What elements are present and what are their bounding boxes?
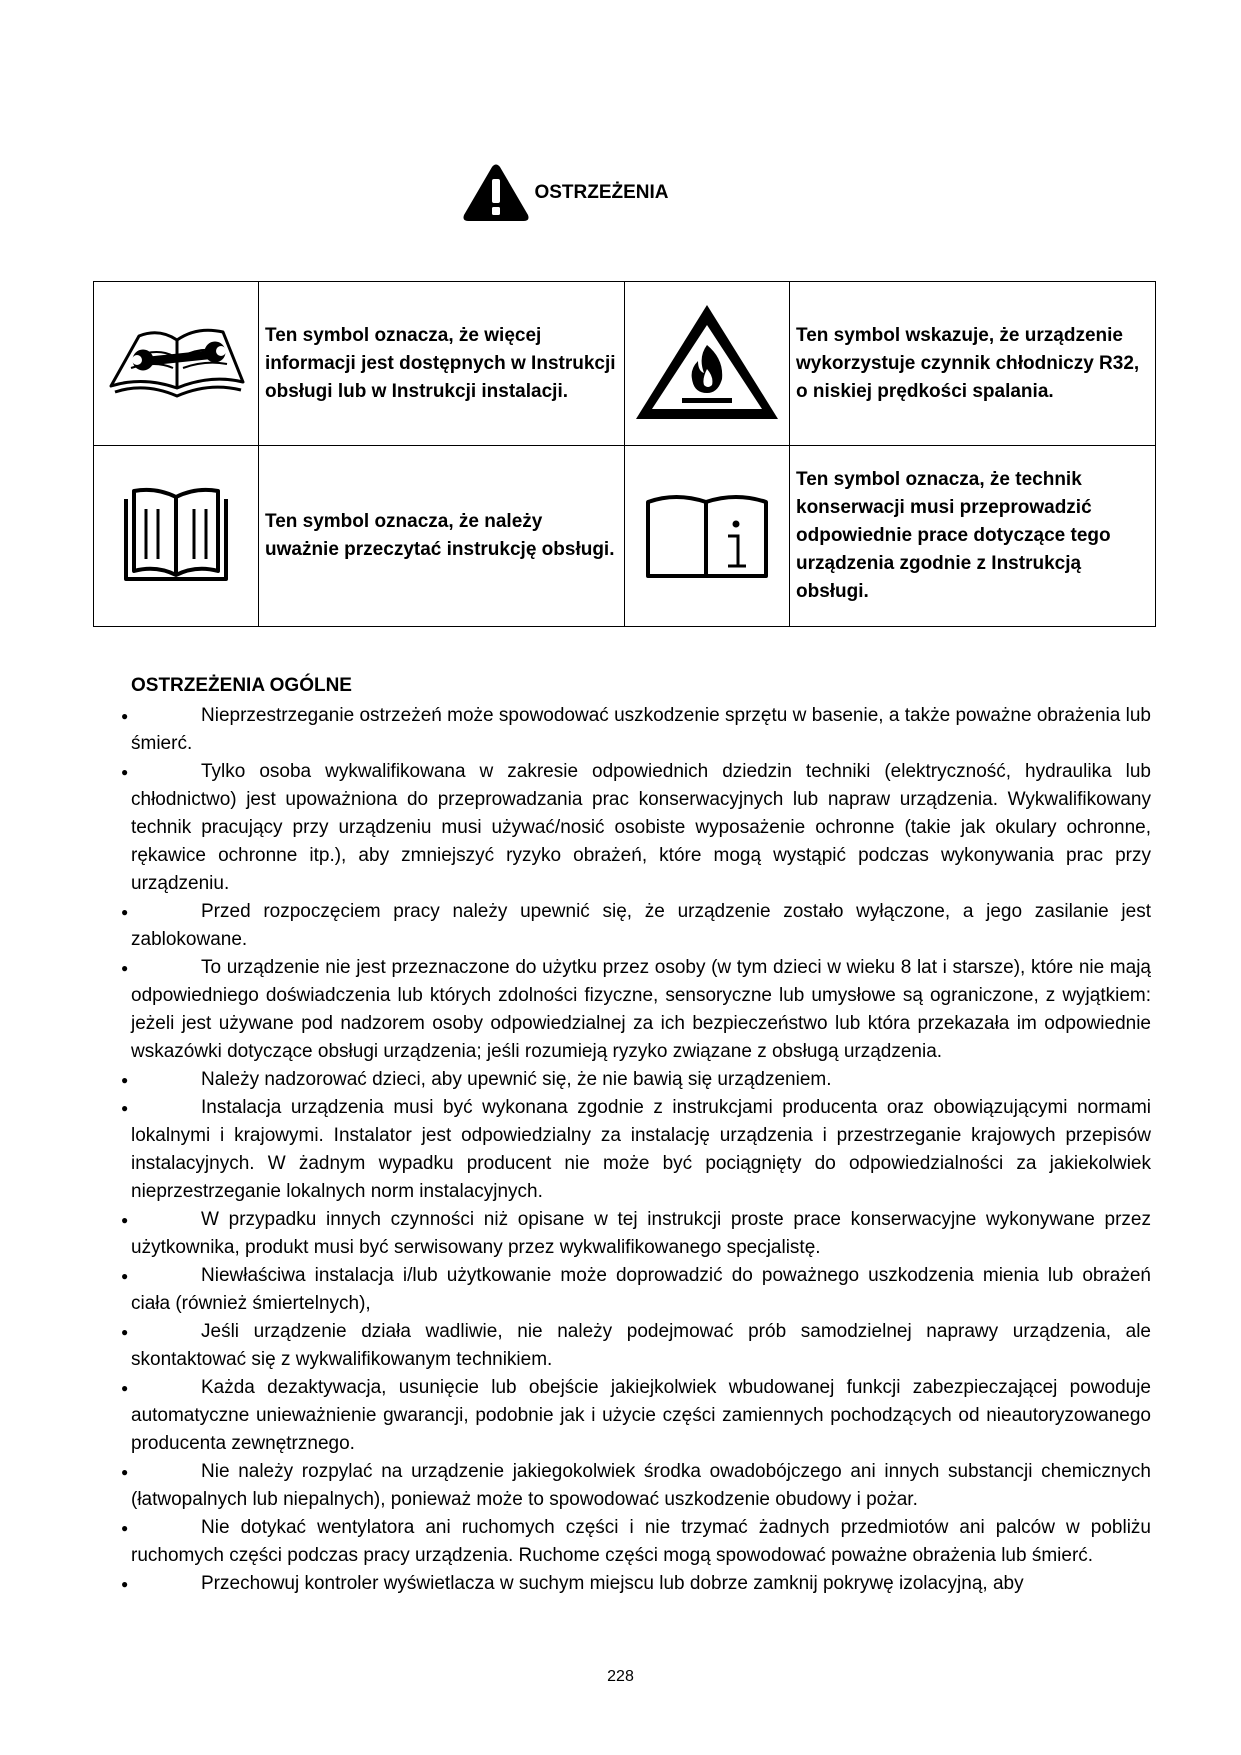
list-item: ● W przypadku innych czynności niż opisane w tej instrukcji proste prace konserwacyjne wykonywane przez użytkownika, produkt musi być serwisowany przez wykwalifikowanego specjalistę. bbox=[131, 1206, 1151, 1262]
list-item: ● Przed rozpoczęciem pracy należy upewnić się, że urządzenie zostało wyłączone, a jego zasilanie jest zablokowane. bbox=[131, 898, 1151, 954]
symbols-table bbox=[93, 281, 1156, 627]
list-item: ● Instalacja urządzenia musi być wykonana zgodnie z instrukcjami producenta oraz obowiązującymi normami lokalnymi i krajowymi. Instalator jest odpowiedzialny za instalację urządzenia i przestrzeganie krajowych przepisów instalacyjnych. W żadnym wypadku producent nie może być pociągnięty do odpowiedzialności za jakiekolwiek nieprzestrzeganie lokalnych norm instalacyjnych. bbox=[131, 1094, 1151, 1206]
symbol-text: Ten symbol oznacza, że technik konserwacji musi przeprowadzić odpowiednie prace dotyczące tego urządzenia zgodnie z Instrukcją obsługi. bbox=[790, 446, 1156, 627]
bullet-icon: ● bbox=[121, 1465, 129, 1479]
list-item: ● Należy nadzorować dzieci, aby upewnić się, że nie bawią się urządzeniem. bbox=[131, 1066, 1151, 1094]
general-warnings bbox=[121, 672, 1151, 1598]
bullet-icon: ● bbox=[121, 1101, 129, 1115]
list-item: ● Nie należy rozpylać na urządzenie jakiegokolwiek środka owadobójczego ani innych substancji chemicznych (łatwopalnych lub niepalnych), ponieważ może to spowodować uszkodzenie obudowy i pożar. bbox=[131, 1458, 1151, 1514]
bullet-icon: ● bbox=[121, 1213, 129, 1227]
bullet-icon: ● bbox=[121, 1577, 129, 1591]
symbol-cell bbox=[94, 282, 259, 446]
bullet-icon: ● bbox=[121, 1381, 129, 1395]
flammable-icon bbox=[632, 299, 782, 424]
list-item: ● To urządzenie nie jest przeznaczone do użytku przez osoby (w tym dzieci w wieku 8 lat i starsze), które nie mają odpowiedniego doświadczenia lub których zdolności fizyczne, sensoryczne lub umysłowe są ograniczone, z wyjątkiem: jeżeli jest używane pod nadzorem osoby odpowiedzialnej za ich bezpieczeństwo lub która przekazała im odpowiednie wskazówki dotyczące obsługi urządzenia; jeśli rozumieją ryzyko związane z obsługą urządzenia. bbox=[131, 954, 1151, 1066]
page-number: 228 bbox=[607, 1668, 634, 1685]
section-title: OSTRZEŻENIA OGÓLNE bbox=[131, 675, 352, 696]
bullet-icon: ● bbox=[121, 1073, 129, 1087]
page-title: OSTRZEŻENIA bbox=[534, 182, 669, 203]
read-manual-icon bbox=[116, 479, 236, 589]
list-item: ● Tylko osoba wykwalifikowana w zakresie odpowiednich dziedzin techniki (elektryczność, hydraulika lub chłodnictwo) jest upoważniona do przeprowadzania prac konserwacyjnych lub napraw urządzenia. Wykwalifikowany technik pracujący przy urządzeniu musi używać/nosić osobiste wyposażenie ochronne (takie jak okulary ochronne, rękawice ochronne itp.), aby zmniejszyć ryzyko obrażeń, które mogą wystąpić podczas wykonywania prac przy urządzeniu. bbox=[131, 758, 1151, 898]
symbol-text: Ten symbol wskazuje, że urządzenie wykorzystuje czynnik chłodniczy R32, o niskiej prędkości spalania. bbox=[790, 282, 1156, 446]
bullet-icon: ● bbox=[121, 1269, 129, 1283]
symbol-cell bbox=[625, 282, 790, 446]
warning-triangle-icon bbox=[462, 163, 530, 223]
info-manual-icon bbox=[642, 484, 772, 584]
list-item: ● Niewłaściwa instalacja i/lub użytkowanie może doprowadzić do poważnego uszkodzenia mienia lub obrażeń ciała (również śmiertelnych), bbox=[131, 1262, 1151, 1318]
symbol-text: Ten symbol oznacza, że należy uważnie przeczytać instrukcję obsługi. bbox=[259, 446, 625, 627]
symbol-text: Ten symbol oznacza, że więcej informacji jest dostępnych w Instrukcji obsługi lub w Instrukcji instalacji. bbox=[259, 282, 625, 446]
bullet-icon: ● bbox=[121, 961, 129, 975]
list-item: ● Jeśli urządzenie działa wadliwie, nie należy podejmować prób samodzielnej naprawy urządzenia, ale skontaktować się z wykwalifikowanym technikiem. bbox=[131, 1318, 1151, 1374]
bullet-icon: ● bbox=[121, 1325, 129, 1339]
symbol-cell bbox=[625, 446, 790, 627]
symbol-cell bbox=[94, 446, 259, 627]
list-item: ● Nie dotykać wentylatora ani ruchomych części i nie trzymać żadnych przedmiotów ani palców w pobliżu ruchomych części podczas pracy urządzenia. Ruchome części mogą spowodować poważne obrażenia lub śmierć. bbox=[131, 1514, 1151, 1570]
warnings-heading bbox=[0, 163, 1241, 223]
bullet-icon: ● bbox=[121, 905, 129, 919]
bullet-icon: ● bbox=[121, 765, 129, 779]
bullet-icon: ● bbox=[121, 1521, 129, 1535]
bullet-icon: ● bbox=[121, 709, 129, 723]
warnings-list bbox=[121, 702, 1151, 1598]
list-item: ● Przechowuj kontroler wyświetlacza w suchym miejscu lub dobrze zamknij pokrywę izolacyjną, aby bbox=[131, 1570, 1151, 1598]
list-item: ● Nieprzestrzeganie ostrzeżeń może spowodować uszkodzenie sprzętu w basenie, a także poważne obrażenia lub śmierć. bbox=[131, 702, 1151, 758]
manual-wrench-icon bbox=[101, 316, 251, 406]
list-item: ● Każda dezaktywacja, usunięcie lub obejście jakiejkolwiek wbudowanej funkcji zabezpieczającej powoduje automatyczne unieważnienie gwarancji, podobnie jak i użycie części zamiennych pochodzących od nieautoryzowanego producenta zewnętrznego. bbox=[131, 1374, 1151, 1458]
